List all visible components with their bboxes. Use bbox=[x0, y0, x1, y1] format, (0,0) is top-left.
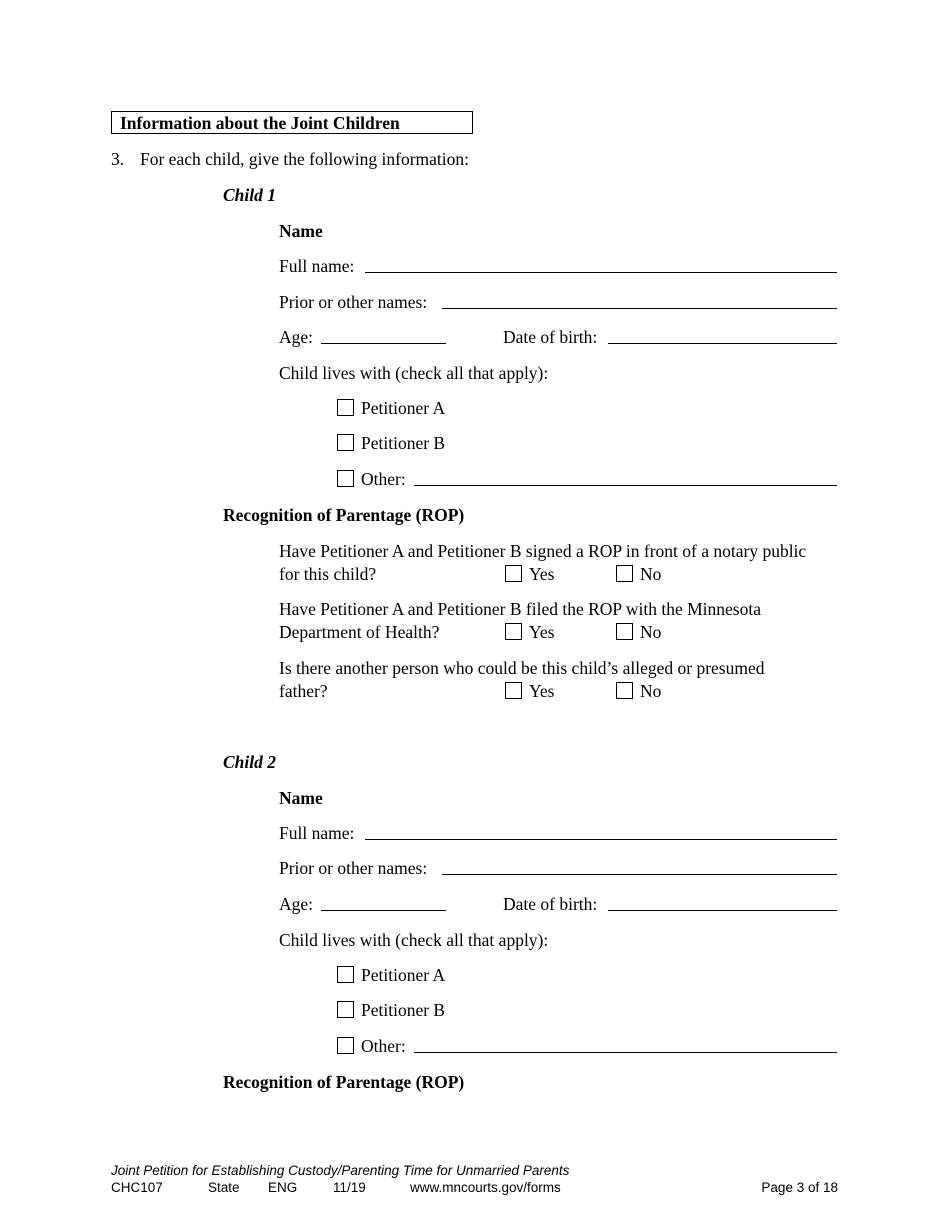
child-2-dob-label: Date of birth: bbox=[503, 894, 598, 914]
child-1-age-field[interactable] bbox=[321, 343, 446, 344]
rop-q1-no-checkbox[interactable] bbox=[616, 565, 633, 582]
rop-q3-line1: Is there another person who could be this child’s alleged or presumed bbox=[279, 658, 765, 678]
rop-q1-yes-label: Yes bbox=[529, 564, 555, 584]
footer-revision: 11/19 bbox=[333, 1180, 366, 1195]
child-2-prior-names-label: Prior or other names: bbox=[279, 858, 428, 878]
rop-q3-no-checkbox[interactable] bbox=[616, 682, 633, 699]
child-2-full-name-field[interactable] bbox=[365, 839, 837, 840]
child-2-age-label: Age: bbox=[279, 894, 314, 914]
child-2-petitioner-a-label: Petitioner A bbox=[361, 965, 446, 985]
child-1-heading: Child 1 bbox=[223, 185, 277, 205]
rop-q1-line1: Have Petitioner A and Petitioner B signed a ROP in front of a notary public bbox=[279, 541, 807, 561]
rop-q3-yes-label: Yes bbox=[529, 681, 555, 701]
child-1-other-label: Other: bbox=[361, 469, 406, 489]
child-1-prior-names-label: Prior or other names: bbox=[279, 292, 428, 312]
child-2-lives-with-label: Child lives with (check all that apply): bbox=[279, 930, 549, 950]
rop-q1-no-label: No bbox=[640, 564, 662, 584]
footer-jurisdiction: State bbox=[208, 1180, 240, 1195]
child-1-name-heading: Name bbox=[279, 221, 323, 241]
child-2-petitioner-b-label: Petitioner B bbox=[361, 1000, 446, 1020]
child-2-other-checkbox[interactable] bbox=[337, 1037, 354, 1054]
child-2-petitioner-a-checkbox[interactable] bbox=[337, 966, 354, 983]
child-1-full-name-label: Full name: bbox=[279, 256, 355, 276]
child-1-petitioner-a-checkbox[interactable] bbox=[337, 399, 354, 416]
rop-q2-no-checkbox[interactable] bbox=[616, 623, 633, 640]
rop-q1-line2: for this child? bbox=[279, 564, 377, 584]
child-2-petitioner-b-checkbox[interactable] bbox=[337, 1001, 354, 1018]
rop-q2-line1: Have Petitioner A and Petitioner B filed the ROP with the Minnesota bbox=[279, 599, 761, 619]
child-1-dob-label: Date of birth: bbox=[503, 327, 598, 347]
footer-page-number: Page 3 of 18 bbox=[761, 1180, 838, 1195]
child-2-other-field[interactable] bbox=[414, 1052, 837, 1053]
child-2-other-label: Other: bbox=[361, 1036, 406, 1056]
rop-q1-yes-checkbox[interactable] bbox=[505, 565, 522, 582]
footer-language: ENG bbox=[268, 1180, 298, 1195]
rop-q2-line2: Department of Health? bbox=[279, 622, 440, 642]
child-1-rop-heading: Recognition of Parentage (ROP) bbox=[223, 505, 465, 525]
child-1-other-field[interactable] bbox=[414, 485, 837, 486]
rop-q2-yes-label: Yes bbox=[529, 622, 555, 642]
child-2-age-field[interactable] bbox=[321, 910, 446, 911]
child-1-prior-names-field[interactable] bbox=[442, 308, 837, 309]
footer-form-title: Joint Petition for Establishing Custody/Parenting Time for Unmarried Parents bbox=[111, 1163, 570, 1178]
rop-q3-line2: father? bbox=[279, 681, 328, 701]
section-title: Information about the Joint Children bbox=[111, 111, 473, 134]
child-1-other-checkbox[interactable] bbox=[337, 470, 354, 487]
child-1-petitioner-a-label: Petitioner A bbox=[361, 398, 446, 418]
child-1-full-name-field[interactable] bbox=[365, 272, 837, 273]
child-2-full-name-label: Full name: bbox=[279, 823, 355, 843]
child-1-dob-field[interactable] bbox=[608, 343, 837, 344]
question-number: 3. bbox=[111, 149, 125, 169]
child-1-petitioner-b-checkbox[interactable] bbox=[337, 434, 354, 451]
child-1-lives-with-label: Child lives with (check all that apply): bbox=[279, 363, 549, 383]
rop-q2-yes-checkbox[interactable] bbox=[505, 623, 522, 640]
child-2-name-heading: Name bbox=[279, 788, 323, 808]
child-2-rop-heading: Recognition of Parentage (ROP) bbox=[223, 1072, 465, 1092]
question-text: For each child, give the following information: bbox=[140, 149, 470, 169]
rop-q3-yes-checkbox[interactable] bbox=[505, 682, 522, 699]
rop-q2-no-label: No bbox=[640, 622, 662, 642]
child-1-petitioner-b-label: Petitioner B bbox=[361, 433, 446, 453]
child-2-prior-names-field[interactable] bbox=[442, 874, 837, 875]
child-1-age-label: Age: bbox=[279, 327, 314, 347]
child-2-dob-field[interactable] bbox=[608, 910, 837, 911]
footer-website[interactable]: www.mncourts.gov/forms bbox=[410, 1180, 561, 1195]
child-2-heading: Child 2 bbox=[223, 752, 277, 772]
footer-form-code: CHC107 bbox=[111, 1180, 163, 1195]
rop-q3-no-label: No bbox=[640, 681, 662, 701]
